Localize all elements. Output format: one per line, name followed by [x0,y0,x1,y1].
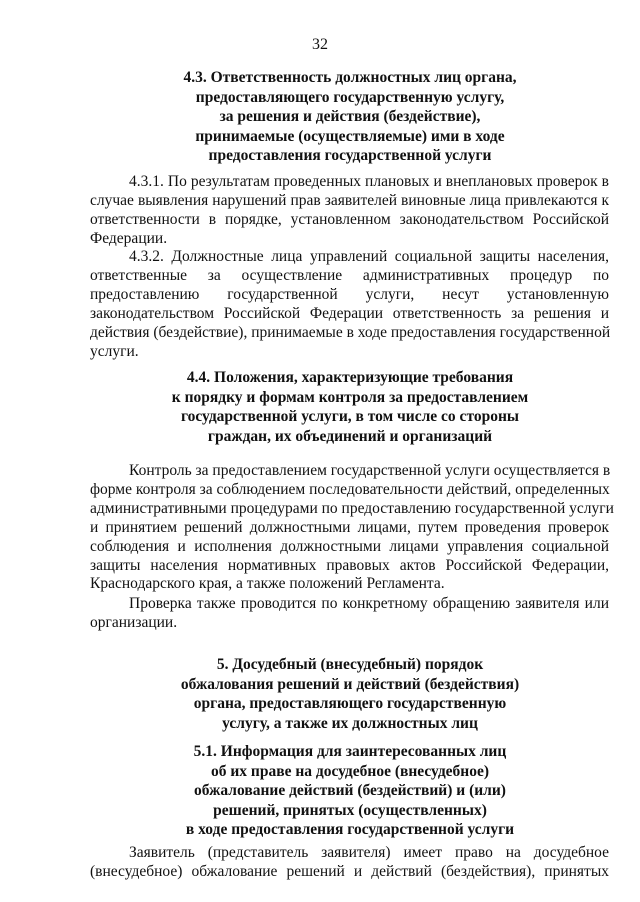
heading-line: услугу, а также их должностных лиц [222,714,478,732]
section-5-1-heading [90,742,610,840]
heading-line: государственной услуги, в том числе со стороны [180,408,520,425]
heading-line: решений, принятых (осуществленных) [213,801,487,819]
heading-line: 5.1. Информация для заинтересованных лиц [193,743,507,760]
page-number: 32 [312,36,328,53]
heading-line: 4.3. Ответственность должностных лиц органа, [183,69,517,86]
heading-line: предоставления государственной услуги [208,147,492,164]
section-5-heading [90,655,610,733]
heading-line: в ходе предоставления государственной услуги [185,821,515,838]
text-line: Контроль за предоставлением государственной услуги осуществляется в [129,462,611,479]
paragraph-5-1-1 [90,844,609,882]
text-line: ответственные за осуществление административных процедур по [90,266,609,284]
paragraph-4-4-2 [90,595,609,633]
heading-line: граждан, их объединений и организаций [207,427,493,445]
section-4-3-heading [90,68,610,166]
heading-line: органа, предоставляющего государственную [193,695,507,712]
text-line: действия (бездействие), принимаемые в ходе предоставления государственной [90,323,611,341]
heading-line: 4.4. Положения, характеризующие требования [186,369,514,386]
paragraph-4-3-1 [90,173,609,249]
text-line: Федерации. [90,229,168,247]
section-4-4-heading [90,368,610,446]
text-line: Заявитель (представитель заявителя) имеет право на досудебное [129,844,609,861]
heading-line: обжалования решений и действий (бездействия) [180,675,520,693]
text-line: административными процедурами по предоставлению государственной услуги [90,499,614,517]
text-line: соблюдения и исполнения должностными лицами управления социальной [90,537,609,555]
text-line: случае выявления нарушений прав заявителей виновные лица привлекаются к [90,191,609,209]
text-line: услуги. [90,342,139,360]
text-line: 4.3.2. Должностные лица управлений социальной защиты населения, [129,248,609,265]
heading-line: к порядку и формам контроля за предоставлением [171,388,529,406]
text-line: ответственности в порядке, установленном законодательством Российской [90,210,609,228]
text-line: законодательством Российской Федерации ответственность за решения и [90,304,609,322]
text-line: Проверка также проводится по конкретному обращению заявителя или [129,595,609,612]
paragraph-4-4-1 [90,462,614,594]
heading-line: обжалование действий (бездействий) и (или) [194,782,506,799]
heading-line: об их праве на досудебное (внесудебное) [210,762,490,780]
text-line: предоставлению государственной услуги, несут установленную [90,285,609,303]
heading-line: принимаемые (осуществляемые) ими в ходе [195,127,505,145]
text-line: защиты населения нормативных правовых актов Российской Федерации, [90,556,609,574]
text-line: Краснодарского края, а также положений Регламента. [90,575,445,593]
text-line: и принятием решений должностными лицами, путем проведения проверок [90,518,609,536]
heading-line: предоставляющего государственную услугу, [195,88,505,106]
heading-line: 5. Досудебный (внесудебный) порядок [216,656,484,673]
paragraph-4-3-2 [90,248,609,361]
text-line: (внесудебное) обжалование решений и действий (бездействия), принятых [90,862,609,880]
text-line: форме контроля за соблюдением последовательности действий, определенных [90,480,610,498]
heading-line: за решения и действия (бездействие), [219,108,481,125]
text-line: 4.3.1. По результатам проведенных плановых и внеплановых проверок в [129,173,609,190]
text-line: организации. [90,613,178,631]
